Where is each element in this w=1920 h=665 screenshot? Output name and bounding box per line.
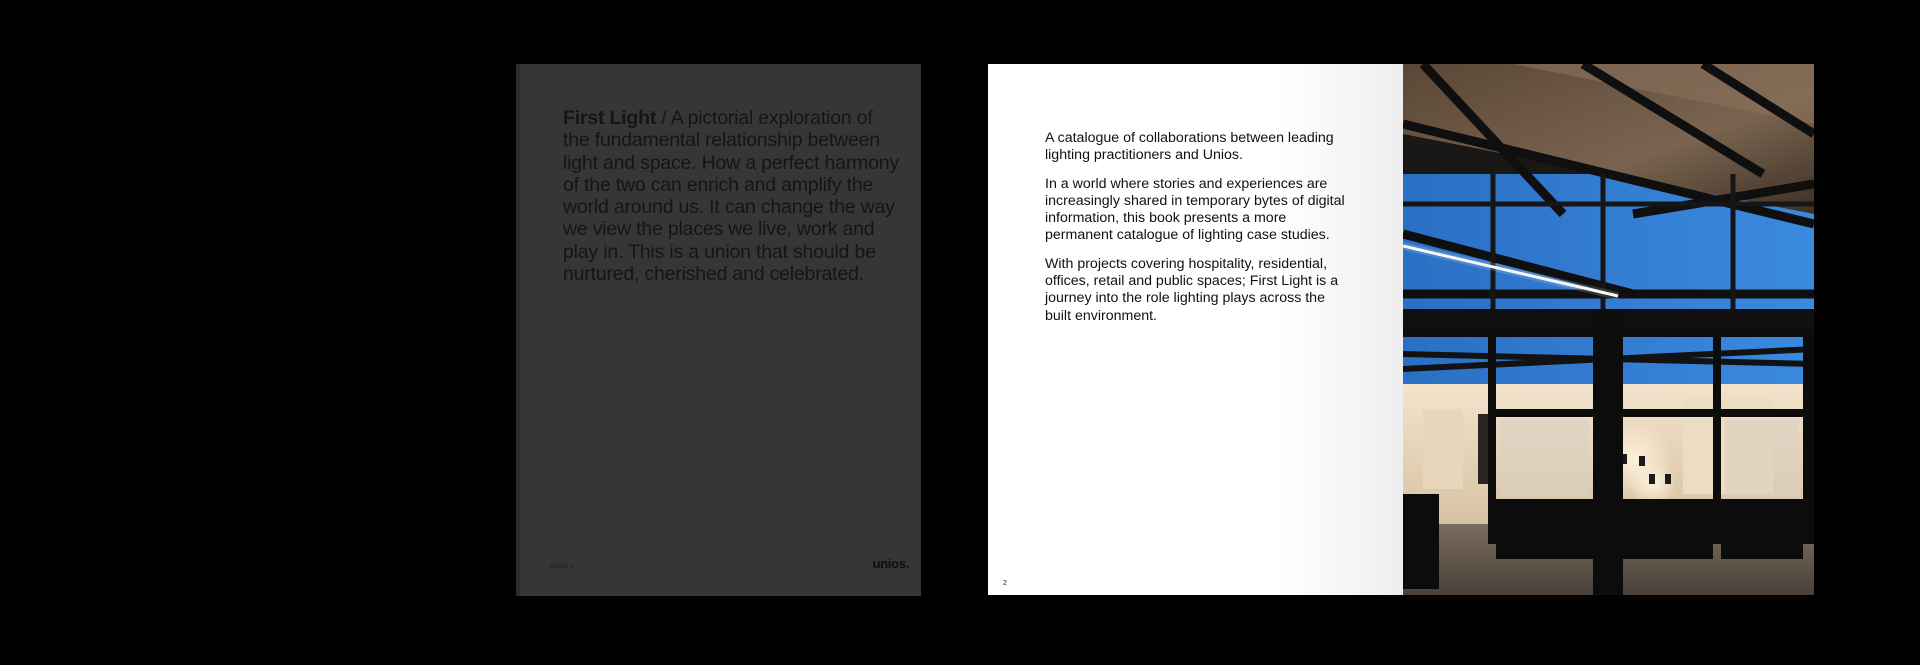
- interior-photo-illustration: [1403, 64, 1814, 595]
- book-cover: [516, 64, 921, 596]
- paragraph-1: A catalogue of collaborations between leading lighting practitioners and Unios.: [1045, 130, 1334, 164]
- unios-logo: unios.: [872, 556, 909, 571]
- cover-title: First Light: [563, 107, 657, 129]
- paragraph-3: With projects covering hospitality, residential, offices, retail and public spaces; First Light is a journey into the role lighting plays across the built environment.: [1045, 255, 1339, 324]
- cover-edition: Edition 1: [550, 564, 574, 570]
- interior-photo: [1403, 64, 1814, 595]
- paragraph-2: In a world where stories and experiences are increasingly shared in temporary bytes of digital information, this book presents a more permanent catalogue of lighting case studies.: [1045, 175, 1345, 244]
- page-body: [1045, 130, 1345, 336]
- book-spread: [988, 64, 1814, 595]
- text-page: [988, 64, 1403, 595]
- cover-intro-text: [563, 107, 903, 285]
- page-number: 2: [1003, 580, 1007, 587]
- cover-intro: / A pictorial exploration of the fundamental relationship between light and space. How a perfect harmony of the two can enrich and amplify the world around us. It can change the way we view the places we live, work and play in. This is a union that should be nurtured, cherished and celebrated.: [563, 107, 900, 286]
